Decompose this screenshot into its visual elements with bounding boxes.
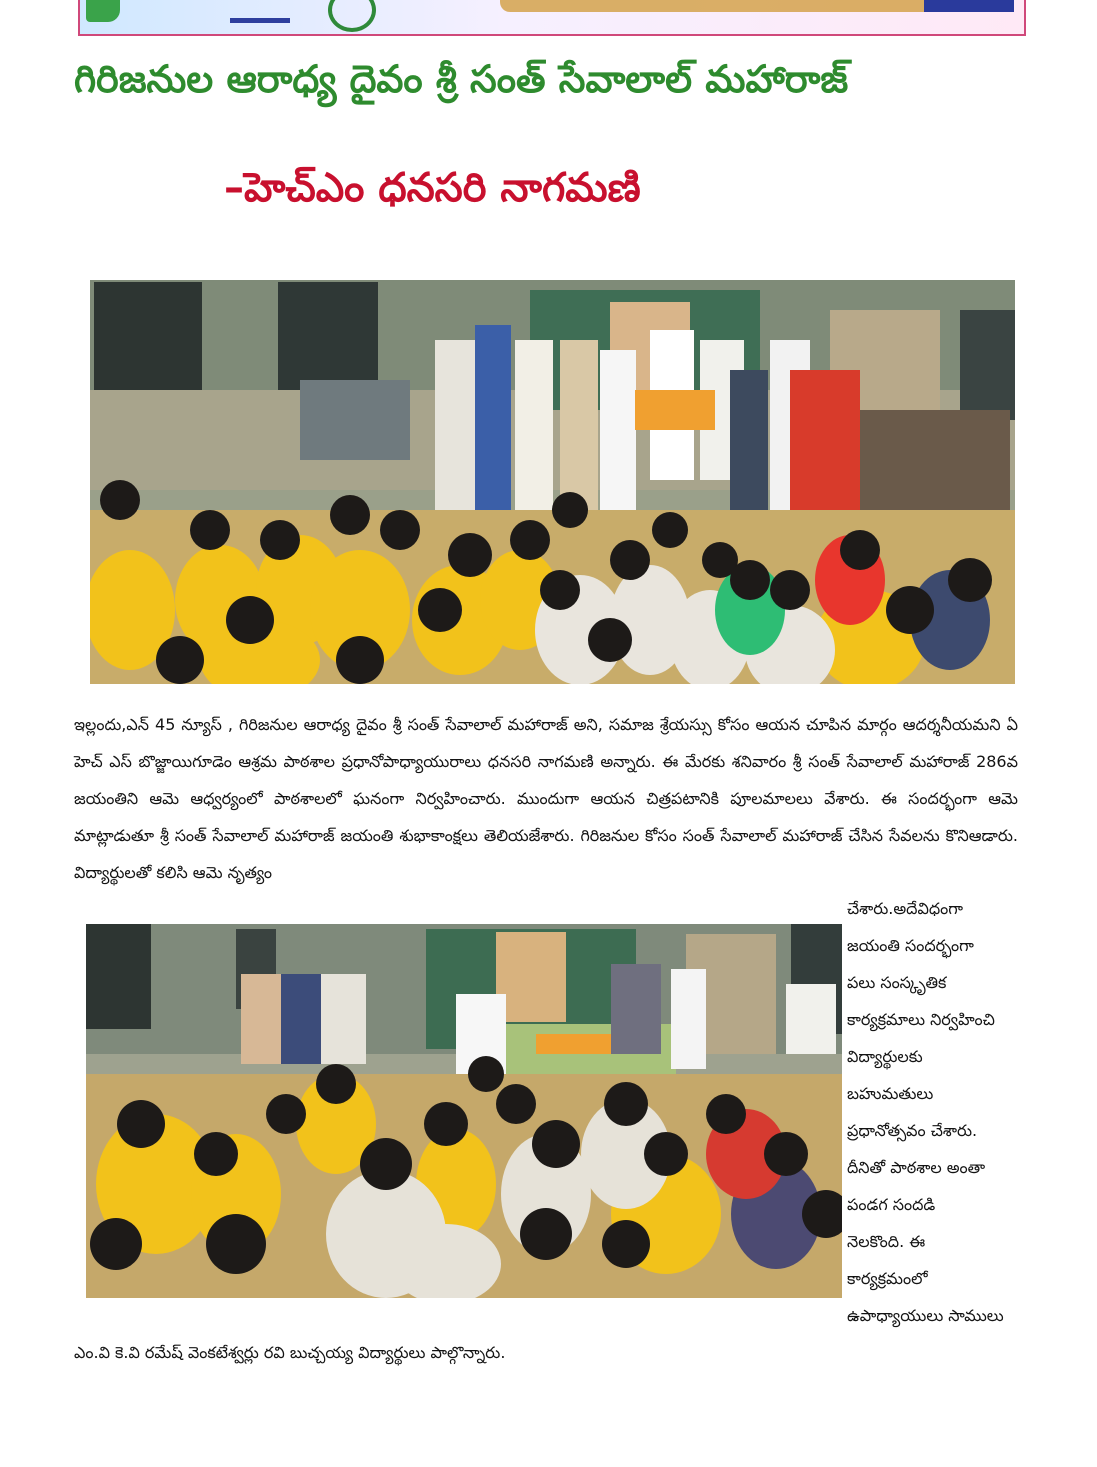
side-line: బహుమతులు [847,1084,934,1103]
event-photo-1-illustration [90,280,1015,684]
newspaper-masthead [78,0,1026,36]
article-paragraph-main: ఇల్లందు,ఎన్ 45 న్యూస్ , గిరిజనుల ఆరాధ్య దైవం శ్రీ సంత్ సేవాలాల్ మహారాజ్ అని, సమాజ శ్రేయస్సు కోసం ఆయన చూపిన మార్గం ఆదర్శనీయమని ఏ హెచ్ ఎస్ బొజ్జాయిగూడెం ఆశ్రమ పాఠశాల ప్రధానోపాధ్యాయురాలు ధనసరి నాగమణి అన్నారు. ఈ మేరకు శనివారం శ్రీ సంత్ సేవాలాల్ మహారాజ్ 286వ జయంతిని ఆమె ఆధ్వర్యంలో పాఠశాలలో ఘనంగా నిర్వహించారు. ముందుగా ఆయన చిత్రపటానికి పూలమాలలు వేశారు. ఈ సందర్భంగా ఆమె మాట్లాడుతూ శ్రీ సంత్ సేవాలాల్ మహారాజ్ జయంతి శుభాకాంక్షలు తెలియజేశారు. గిరిజనుల కోసం సంత్ సేవాలాల్ మహారాజ్ చేసిన సేవలను కొనిఆడారు. విద్యార్థులతో కలిసి ఆమె నృత్యం [74,715,1018,882]
article-byline-headmistress: –హెచ్ఎం ధనసరి నాగమణి [224,165,641,211]
map-logo-icon [86,0,120,22]
side-line: ఉపాధ్యాయులు సాములు [847,1306,1004,1325]
side-line: విద్యార్థులకు [847,1047,923,1066]
event-photo-2-illustration [86,924,842,1298]
ring-logo-icon [328,0,376,32]
side-line: దీనితో పాఠశాల అంతా [847,1158,986,1177]
article-closing-line: ఎం.వి కె.వి రమేష్ వెంకటేశ్వర్లు రవి బుచ్చయ్య విద్యార్థులు పాల్గొన్నారు. [74,1343,506,1362]
event-photo-2 [86,924,842,1298]
event-photo-1 [90,280,1015,684]
side-line: చేశారు.అదేవిధంగా [847,899,963,918]
side-line: కార్యక్రమాలు నిర్వహించి [847,1010,995,1029]
article-headline: గిరిజనుల ఆరాధ్య దైవం శ్రీ సంత్ సేవాలాల్ మహారాజ్ [74,57,849,101]
side-line: పండగ సందడి [847,1195,936,1214]
article-side-column [847,890,1027,1334]
side-line: కార్యక్రమంలో [847,1269,928,1288]
side-line: ప్రధానోత్సవం చేశారు. [847,1121,978,1140]
masthead-brand-banner [500,0,960,12]
side-line: పలు సంస్కృతిక [847,973,947,992]
side-line: జయంతి సందర్భంగా [847,936,974,955]
masthead-logo-mark [230,0,290,23]
side-line: నెలకొంది. ఈ [847,1232,926,1251]
masthead-flag-strip [924,0,1014,12]
